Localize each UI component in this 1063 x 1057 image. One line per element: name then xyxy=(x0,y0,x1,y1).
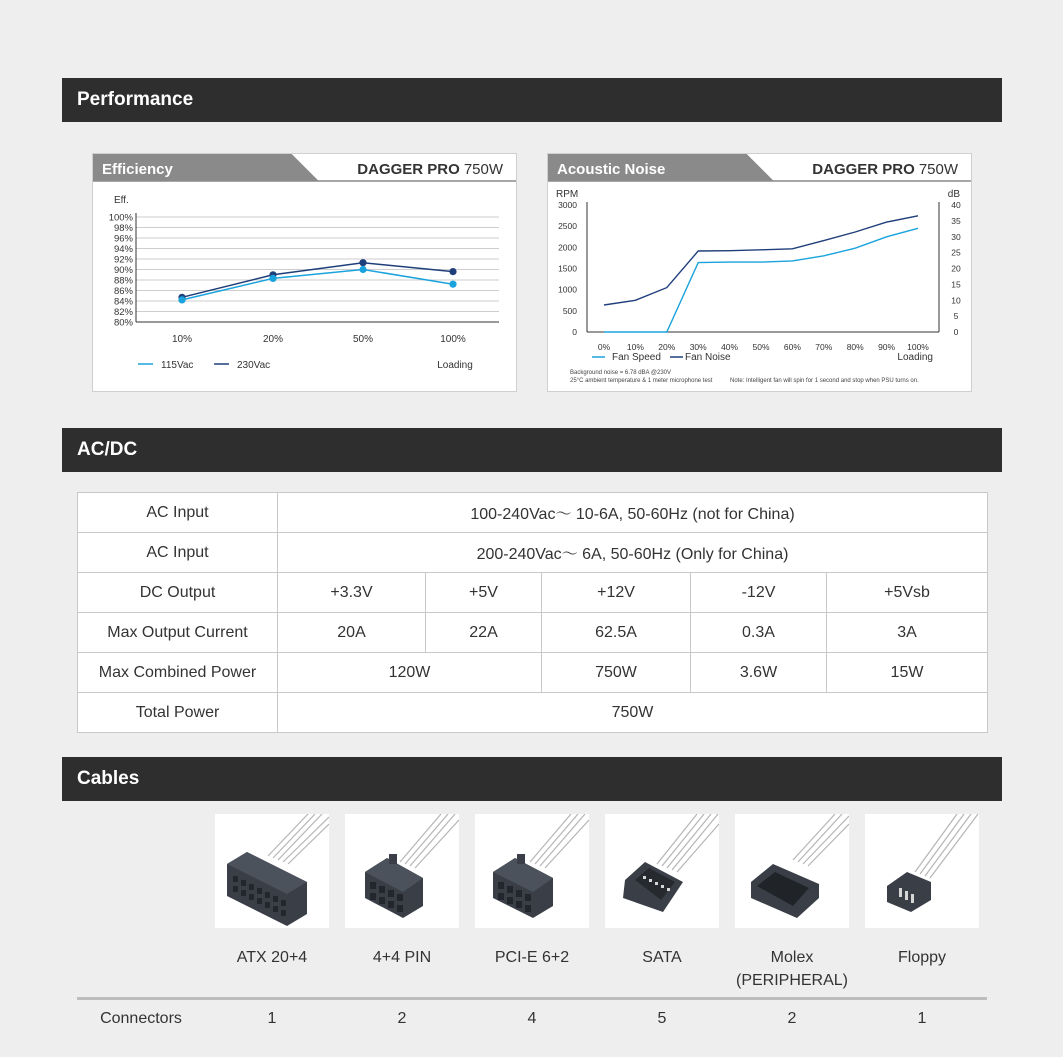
table-row xyxy=(78,533,988,573)
noise-header-title: Acoustic Noise xyxy=(557,161,666,178)
connector-count: 4 xyxy=(527,1010,537,1027)
connector-count: 2 xyxy=(397,1010,407,1027)
efficiency-y-tick-label: 90% xyxy=(113,265,133,276)
cable-name: Molex (PERIPHERAL) xyxy=(735,949,849,989)
pcie-connector-icon xyxy=(475,814,589,928)
efficiency-chart-svg xyxy=(93,154,516,391)
cable-name: SATA xyxy=(642,949,682,966)
ac-input-value: 100-240Vac～ 10-6A, 50-60Hz (not for China) xyxy=(278,493,988,533)
noise-left-tick-label: 3000 xyxy=(558,200,577,210)
noise-x-tick-label: 90% xyxy=(878,342,896,352)
efficiency-chart xyxy=(92,153,517,392)
noise-header-model: DAGGER PRO 750W xyxy=(812,161,958,178)
max-combined-cell: 3.6W xyxy=(691,653,827,693)
noise-right-tick-label: 0 xyxy=(953,327,959,337)
max-combined-cell: 750W xyxy=(542,653,691,693)
dc-output-label: DC Output xyxy=(78,573,278,613)
efficiency-y-tick-label: 88% xyxy=(113,275,133,287)
cable-name: 4+4 PIN xyxy=(372,949,432,966)
acoustic-noise-chart-svg xyxy=(548,154,971,391)
ac-input-label: AC Input xyxy=(78,493,278,533)
connectors-label: Connectors xyxy=(100,1010,182,1027)
noise-x-tick-label: 50% xyxy=(752,342,770,352)
efficiency-data-point xyxy=(359,259,366,266)
noise-x-tick-label: 20% xyxy=(658,342,676,352)
cable-name: ATX 20+4 xyxy=(236,949,308,966)
atx-connector-icon xyxy=(215,814,329,928)
max-combined-power-label: Max Combined Power xyxy=(78,653,278,693)
noise-left-tick-label: 1500 xyxy=(558,263,577,274)
efficiency-x-tick-label: 20% xyxy=(262,334,284,345)
noise-right-axis-label: dB xyxy=(947,189,960,200)
legend-230vac-label: 230Vac xyxy=(237,360,271,371)
efficiency-y-tick-label: 96% xyxy=(113,233,133,245)
noise-right-tick-label: 25 xyxy=(951,247,961,258)
dc-output-cell: +5Vsb xyxy=(827,573,988,613)
efficiency-data-point xyxy=(449,268,456,275)
acdc-spec-table xyxy=(77,492,988,733)
dc-output-cell: +5V xyxy=(426,573,542,613)
max-combined-cell: 15W xyxy=(827,653,988,693)
noise-right-tick-label: 30 xyxy=(951,231,961,242)
noise-series-line xyxy=(604,216,918,305)
section-title-performance: Performance xyxy=(62,78,1002,122)
table-row xyxy=(78,693,988,733)
efficiency-data-point xyxy=(269,275,276,282)
efficiency-data-point xyxy=(178,296,185,303)
efficiency-data-point xyxy=(359,266,366,273)
efficiency-y-tick-label: 100% xyxy=(108,212,133,224)
cable-floppy xyxy=(865,814,979,969)
noise-left-tick-label: 500 xyxy=(562,305,577,316)
efficiency-y-tick-label: 92% xyxy=(113,254,133,266)
connector-count: 1 xyxy=(267,1010,277,1027)
noise-left-axis-label: RPM xyxy=(556,189,579,200)
efficiency-series-line xyxy=(182,270,453,300)
section-title-cables: Cables xyxy=(62,757,1002,801)
total-power-value: 750W xyxy=(278,693,988,733)
noise-x-tick-label: 70% xyxy=(815,342,833,352)
efficiency-y-axis-label: Eff. xyxy=(114,195,129,206)
noise-x-axis-label: Loading xyxy=(897,352,933,363)
cable-sata xyxy=(605,814,719,969)
sata-connector-icon xyxy=(605,814,719,928)
noise-note-background: Background noise = 6.78 dBA @230V xyxy=(570,370,671,376)
efficiency-x-tick-label: 10% xyxy=(171,334,193,345)
connectors-divider xyxy=(77,997,987,1000)
noise-left-tick-label: 2500 xyxy=(558,221,577,232)
noise-x-tick-label: 40% xyxy=(721,342,739,352)
cable-pcie xyxy=(475,814,589,969)
max-current-cell: 3A xyxy=(827,613,988,653)
efficiency-y-tick-label: 82% xyxy=(113,307,133,318)
legend-fan-speed-label: Fan Speed xyxy=(612,352,661,363)
noise-right-tick-label: 15 xyxy=(951,279,961,290)
connector-count: 1 xyxy=(917,1010,927,1027)
efficiency-x-tick-label: 100% xyxy=(440,334,466,345)
dc-output-cell: +12V xyxy=(542,573,691,613)
cable-atx xyxy=(215,814,329,969)
cable-name: Floppy xyxy=(897,949,947,966)
cable-4plus4-pin xyxy=(345,814,459,969)
acoustic-noise-chart xyxy=(547,153,972,392)
ac-input-value: 200-240Vac～ 6A, 50-60Hz (Only for China) xyxy=(278,533,988,573)
efficiency-y-tick-label: 98% xyxy=(113,223,133,234)
noise-right-tick-label: 10 xyxy=(951,295,961,306)
noise-x-tick-label: 100% xyxy=(907,342,929,352)
noise-x-tick-label: 80% xyxy=(846,342,864,352)
eps-connector-icon xyxy=(345,814,459,928)
efficiency-x-axis-label: Loading xyxy=(437,360,473,371)
noise-right-tick-label: 40 xyxy=(951,200,961,210)
dc-output-cell: -12V xyxy=(691,573,827,613)
efficiency-header-model: DAGGER PRO 750W xyxy=(357,161,503,178)
noise-x-tick-label: 60% xyxy=(783,342,801,352)
max-current-cell: 0.3A xyxy=(691,613,827,653)
efficiency-x-tick-label: 50% xyxy=(352,334,374,345)
efficiency-header-title: Efficiency xyxy=(102,161,173,178)
noise-x-tick-label: 10% xyxy=(626,342,644,352)
efficiency-data-point xyxy=(449,281,456,288)
noise-left-tick-label: 1000 xyxy=(558,284,577,295)
max-current-cell: 62.5A xyxy=(542,613,691,653)
table-row xyxy=(78,613,988,653)
noise-note-intelligent-fan: Note: Intelligent fan will spin for 1 second and stop when PSU turns on. xyxy=(730,378,919,384)
noise-left-tick-label: 2000 xyxy=(558,242,577,253)
noise-right-tick-label: 5 xyxy=(953,311,959,322)
noise-x-tick-label: 30% xyxy=(689,342,707,352)
max-current-cell: 20A xyxy=(278,613,426,653)
floppy-connector-icon xyxy=(865,814,979,928)
connector-count: 2 xyxy=(787,1010,797,1027)
noise-left-tick-label: 0 xyxy=(572,327,577,337)
legend-fan-noise-label: Fan Noise xyxy=(685,352,731,363)
noise-right-tick-label: 35 xyxy=(951,215,961,226)
table-row xyxy=(78,493,988,533)
noise-x-tick-label: 0% xyxy=(597,342,611,352)
section-title-acdc: AC/DC xyxy=(62,428,1002,472)
max-combined-cell: 120W xyxy=(278,653,542,693)
legend-115vac-label: 115Vac xyxy=(161,360,194,371)
table-row xyxy=(78,653,988,693)
cable-name: PCI-E 6+2 xyxy=(494,949,570,966)
total-power-label: Total Power xyxy=(78,693,278,733)
ac-input-label: AC Input xyxy=(78,533,278,573)
efficiency-y-tick-label: 94% xyxy=(113,244,133,255)
noise-series-line xyxy=(604,228,918,332)
table-row xyxy=(78,573,988,613)
efficiency-y-tick-label: 86% xyxy=(113,286,133,297)
connector-count: 5 xyxy=(657,1010,667,1027)
noise-note-ambient: 25°C ambient temperature & 1 meter microphone test xyxy=(570,378,713,384)
max-output-current-label: Max Output Current xyxy=(78,613,278,653)
cable-molex xyxy=(735,814,849,992)
dc-output-cell: +3.3V xyxy=(278,573,426,613)
efficiency-y-tick-label: 80% xyxy=(113,317,133,329)
molex-connector-icon xyxy=(735,814,849,928)
max-current-cell: 22A xyxy=(426,613,542,653)
efficiency-y-tick-label: 84% xyxy=(113,296,133,308)
noise-right-tick-label: 20 xyxy=(951,263,961,274)
